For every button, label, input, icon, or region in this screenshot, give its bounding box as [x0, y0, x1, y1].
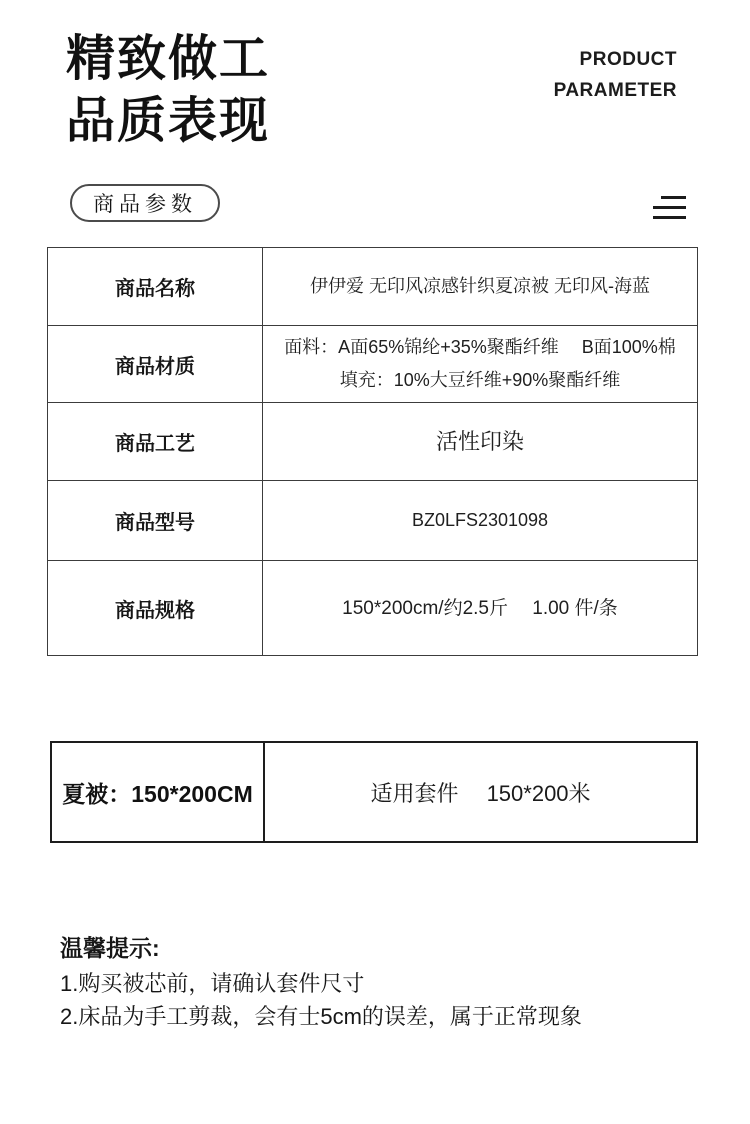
menu-icon-bar-bottom: [653, 216, 686, 219]
row-value-name-line1: 伊伊爱 无印风凉感针织夏凉被 无印风-海蓝: [310, 276, 650, 296]
page-title-line1: 精致做工: [66, 32, 271, 86]
row-label-craft: 商品工艺: [48, 403, 263, 480]
spec-table: [47, 247, 698, 656]
row-value-material-line2: 填充：10%大豆纤维+90%聚酯纤维: [339, 370, 621, 390]
tips-item-1: 1.购买被芯前，请确认套件尺寸: [60, 971, 365, 996]
quilt-size-label: 夏被：150*200CM: [62, 780, 253, 807]
menu-icon-bar-middle: [653, 206, 686, 209]
section-badge-label: 商品参数: [93, 193, 197, 216]
table-row-material: [48, 325, 697, 402]
table-row-spec: [48, 560, 697, 655]
row-label-model: 商品型号: [48, 481, 263, 560]
row-value-spec-line1: 150*200cm/约2.5斤 1.00 件/条: [342, 597, 618, 619]
row-value-craft: [263, 403, 697, 480]
row-label-spec: 商品规格: [48, 561, 263, 655]
table-row-craft: [48, 402, 697, 480]
size-table-fit-cell: [265, 743, 696, 841]
table-row-name: [48, 248, 697, 325]
page-subtitle: [554, 44, 677, 106]
size-table: [50, 741, 698, 843]
row-value-name: [263, 248, 697, 325]
page-title-line2: 品质表现: [66, 94, 271, 148]
menu-icon[interactable]: [653, 196, 686, 219]
tips-title: 温馨提示:: [60, 935, 160, 961]
row-value-model: [263, 481, 697, 560]
section-badge-product-params: [70, 184, 220, 222]
page-subtitle-line2: PARAMETER: [553, 80, 677, 101]
fit-set-label: 适用套件 150*200米: [370, 780, 591, 806]
row-value-craft-line1: 活性印染: [435, 429, 524, 454]
page-subtitle-line1: PRODUCT: [579, 49, 677, 70]
tips-item-2: 2.床品为手工剪裁，会有士5cm的误差，属于正常现象: [60, 1004, 582, 1029]
row-label-name: 商品名称: [48, 248, 263, 325]
row-value-material-line1: 面料：A面65%锦纶+35%聚酯纤维 B面100%棉: [284, 337, 676, 357]
menu-icon-bar-top: [661, 196, 686, 199]
row-value-material: [263, 326, 697, 402]
row-value-spec: [263, 561, 697, 655]
size-table-size-cell: [52, 743, 265, 841]
table-row-model: [48, 480, 697, 560]
page-title: [66, 28, 270, 152]
row-label-material: 商品材质: [48, 326, 263, 402]
row-value-model-line1: BZ0LFS2301098: [411, 510, 549, 530]
tips-section: [60, 932, 582, 1033]
